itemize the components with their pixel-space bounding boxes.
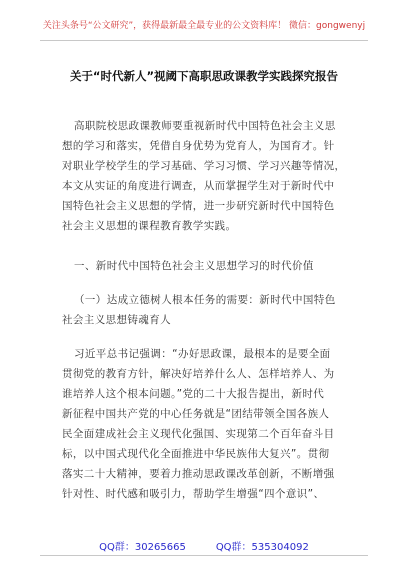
text-line: 本文从实证的角度进行调查，从而掌握学生对于新时代中 xyxy=(62,180,335,192)
heading-line: （一）达成立德树人根本任务的需要：新时代中国特色 xyxy=(74,294,336,306)
text-line: 社会主义思想的课程教育教学实践。 xyxy=(62,220,237,232)
text-line: 针对性、时代感和吸引力，帮助学生增强“四个意识”、 xyxy=(62,488,325,500)
text-line: 国特色社会主义思想的学情，进一步研究新时代中国特色 xyxy=(62,200,335,212)
text-line: 贯彻党的教育方针，解决好培养什么人、怎样培养人、为 xyxy=(62,368,335,380)
footer-contacts xyxy=(0,538,408,553)
text-line: 民全面建成社会主义现代化强国、实现第二个百年奋斗目 xyxy=(62,428,335,440)
document-title: 关于“时代新人”视阈下高职思政课教学实践探究报告 xyxy=(69,69,339,83)
text-line: 标，以中国式现代化全面推进中华民族伟大复兴”。贯彻 xyxy=(62,448,330,460)
text-line: 习近平总书记强调：“办好思政课，最根本的是要全面 xyxy=(74,348,331,360)
heading-line: 社会主义思想铸魂育人 xyxy=(62,314,171,326)
qq-group-1: QQ群：30265665 xyxy=(99,542,186,553)
text-line: 想的学习和落实，凭借自身优势为党育人，为国育才。针 xyxy=(62,140,335,152)
text-line: 谁培养人这个根本问题。”党的二十大报告提出，新时代 xyxy=(62,388,325,400)
text-line: 对职业学校学生的学习基础、学习习惯、学习兴趣等情况， xyxy=(62,160,346,172)
text-line: 落实二十大精神，要着力推动思政课改革创新，不断增强 xyxy=(62,468,335,480)
text-line: 新征程中国共产党的中心任务就是“团结带领全国各族人 xyxy=(62,408,330,420)
heading-line: 一、新时代中国特色社会主义思想学习的时代价值 xyxy=(74,260,314,272)
qq-group-2: QQ群：535304092 xyxy=(215,542,309,553)
header-divider xyxy=(40,40,368,41)
footer-divider xyxy=(40,555,368,556)
header-notice: 关注头条号“公文研究”，获得最新最全最专业的公文资料库！ 微信：gongwenyj xyxy=(42,21,366,31)
text-line: 高职院校思政课教师要重视新时代中国特色社会主义思 xyxy=(74,120,336,132)
